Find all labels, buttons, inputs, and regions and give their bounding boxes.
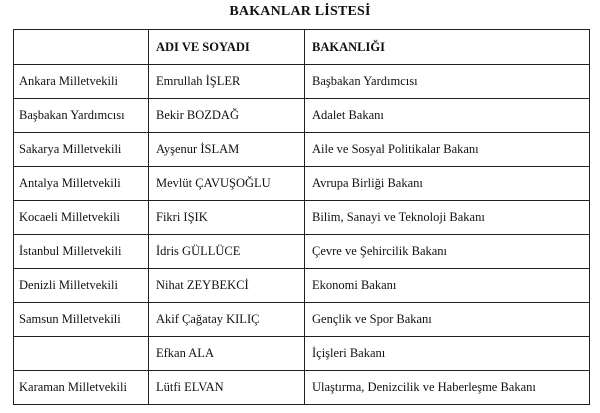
cell-ministry: Avrupa Birliği Bakanı <box>305 167 590 201</box>
table-header-row <box>14 30 590 65</box>
cell-name: İdris GÜLLÜCE <box>149 235 305 269</box>
cell-ministry: Bilim, Sanayi ve Teknoloji Bakanı <box>305 201 590 235</box>
cell-constituency: Kocaeli Milletvekili <box>14 201 149 235</box>
header-ministry: BAKANLIĞI <box>305 30 590 65</box>
cell-ministry: Adalet Bakanı <box>305 99 590 133</box>
cell-name: Nihat ZEYBEKCİ <box>149 269 305 303</box>
ministers-table <box>13 29 590 405</box>
table-row <box>14 133 590 167</box>
header-name: ADI VE SOYADI <box>149 30 305 65</box>
table-row <box>14 371 590 405</box>
cell-constituency: Sakarya Milletvekili <box>14 133 149 167</box>
cell-ministry: Aile ve Sosyal Politikalar Bakanı <box>305 133 590 167</box>
cell-name: Fikri IŞIK <box>149 201 305 235</box>
table-row <box>14 269 590 303</box>
table-row <box>14 65 590 99</box>
table-row <box>14 167 590 201</box>
cell-ministry: Ulaştırma, Denizcilik ve Haberleşme Bakanı <box>305 371 590 405</box>
cell-constituency: Samsun Milletvekili <box>14 303 149 337</box>
cell-constituency: İstanbul Milletvekili <box>14 235 149 269</box>
cell-name: Mevlüt ÇAVUŞOĞLU <box>149 167 305 201</box>
table-row <box>14 235 590 269</box>
cell-ministry: Ekonomi Bakanı <box>305 269 590 303</box>
table-row <box>14 201 590 235</box>
cell-constituency: Başbakan Yardımcısı <box>14 99 149 133</box>
document-title: BAKANLAR LİSTESİ <box>229 4 371 19</box>
cell-constituency <box>14 337 149 371</box>
cell-ministry: İçişleri Bakanı <box>305 337 590 371</box>
table-row <box>14 337 590 371</box>
cell-constituency: Denizli Milletvekili <box>14 269 149 303</box>
cell-ministry: Başbakan Yardımcısı <box>305 65 590 99</box>
cell-name: Efkan ALA <box>149 337 305 371</box>
cell-constituency: Karaman Milletvekili <box>14 371 149 405</box>
cell-constituency: Antalya Milletvekili <box>14 167 149 201</box>
cell-constituency: Ankara Milletvekili <box>14 65 149 99</box>
cell-name: Ayşenur İSLAM <box>149 133 305 167</box>
header-constituency <box>14 30 149 65</box>
cell-ministry: Çevre ve Şehircilik Bakanı <box>305 235 590 269</box>
cell-name: Lütfi ELVAN <box>149 371 305 405</box>
cell-name: Bekir BOZDAĞ <box>149 99 305 133</box>
table-row <box>14 99 590 133</box>
cell-name: Emrullah İŞLER <box>149 65 305 99</box>
table-row <box>14 303 590 337</box>
cell-ministry: Gençlik ve Spor Bakanı <box>305 303 590 337</box>
cell-name: Akif Çağatay KILIÇ <box>149 303 305 337</box>
